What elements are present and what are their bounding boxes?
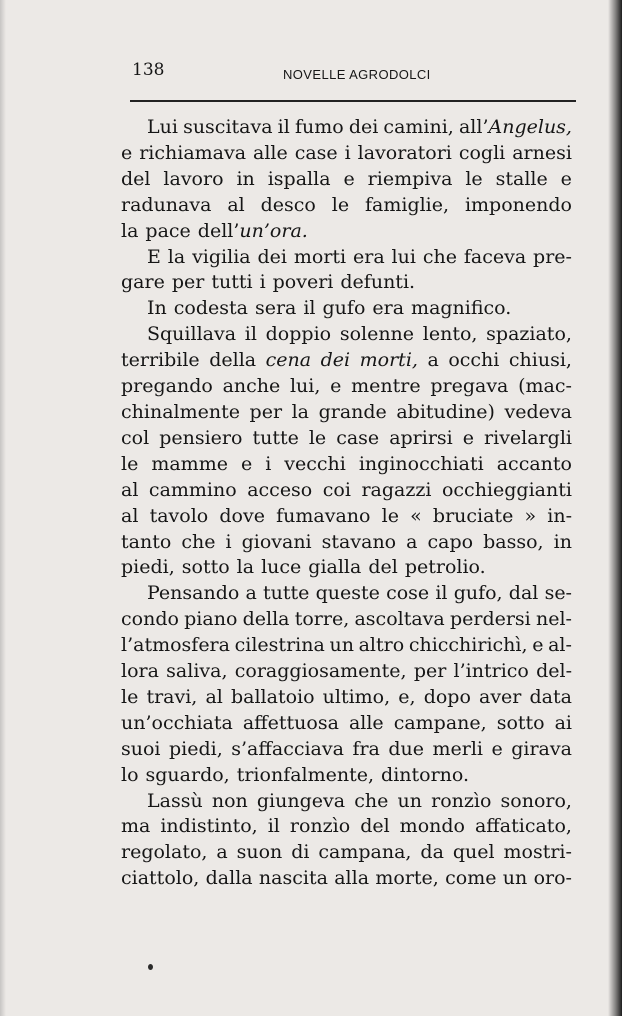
word: altro: [358, 634, 405, 657]
text-line: [121, 763, 572, 789]
word: fumo: [294, 116, 344, 138]
word: suscitava: [183, 116, 273, 138]
word: arnesi: [512, 141, 572, 164]
word: bruciate: [432, 504, 514, 527]
word: mondo: [399, 815, 465, 838]
word: e: [240, 452, 253, 475]
word: cammino: [148, 478, 237, 501]
word: le: [381, 504, 399, 527]
text-line: [121, 296, 572, 322]
word: mamme: [151, 452, 228, 475]
word: cilestrina: [234, 634, 325, 657]
word: morti: [293, 245, 347, 268]
word: occhi: [448, 349, 500, 372]
text-line: [121, 659, 572, 685]
word: case: [294, 141, 338, 164]
word: morte,: [375, 867, 439, 890]
word: mentre: [351, 375, 421, 398]
word: sera: [254, 297, 297, 320]
text-line: [121, 633, 572, 659]
word: quel: [452, 841, 495, 864]
word: al: [121, 478, 139, 501]
word: i: [265, 452, 272, 475]
word: e: [532, 634, 544, 657]
word: a: [406, 530, 418, 553]
word: ma: [121, 815, 151, 838]
word: cogli: [458, 141, 506, 164]
word: ronzìo: [289, 815, 351, 838]
word: alla: [334, 867, 370, 890]
word: fra: [352, 737, 380, 760]
word: pre-: [533, 245, 572, 268]
word: gialla: [308, 556, 362, 579]
word: il: [303, 297, 316, 320]
word: dal: [508, 582, 539, 605]
word: coraggiosamente,: [234, 660, 407, 683]
text-line: [121, 374, 572, 400]
word: all’Angelus,: [458, 116, 572, 138]
word: ispalla: [267, 167, 331, 190]
word: tutti: [211, 271, 253, 294]
word: tutte: [263, 582, 310, 605]
running-head: NOVELLE AGRODOLCI: [283, 67, 431, 82]
word: indistinto,: [160, 815, 258, 838]
word: spaziato,: [486, 323, 572, 346]
word: richiamava: [139, 141, 247, 164]
word: doppio: [265, 323, 332, 346]
word: la: [121, 219, 139, 242]
word: le: [121, 452, 139, 475]
word: nascita: [258, 867, 328, 890]
word: lui: [391, 245, 416, 268]
word: e: [462, 426, 475, 449]
word: radunava: [121, 193, 212, 216]
word: della: [242, 608, 290, 631]
text-line: [121, 607, 572, 633]
word: lento,: [422, 323, 478, 346]
word: famiglie,: [364, 193, 450, 216]
word: le: [465, 167, 483, 190]
text-line: [121, 866, 572, 892]
word: stavano: [321, 530, 397, 553]
word: ballatoio: [230, 685, 315, 708]
page-edge-shadow: [608, 0, 622, 1016]
word: dei: [348, 116, 379, 138]
word: le: [121, 685, 139, 708]
word: cena: [265, 349, 312, 372]
word: che: [181, 530, 216, 553]
word: Lui: [147, 116, 178, 138]
word: merli: [432, 737, 484, 760]
word: e,: [398, 685, 416, 708]
word: del: [360, 815, 390, 838]
word: alle: [348, 711, 384, 734]
word: ultimo,: [322, 685, 391, 708]
word: trionfalmente,: [236, 763, 375, 786]
word: queste: [315, 582, 380, 605]
word: tavolo: [149, 504, 209, 527]
word: lui,: [289, 375, 321, 398]
word: ai: [554, 711, 572, 734]
word: ascoltava: [354, 608, 445, 631]
word: suoi: [121, 737, 161, 760]
page-number: 138: [132, 60, 165, 80]
word: pace: [145, 219, 191, 242]
word: aprirsi: [389, 426, 453, 449]
word: per: [249, 400, 283, 423]
word: data: [529, 685, 572, 708]
word: camini,: [383, 116, 454, 138]
word: Lassù: [147, 789, 203, 812]
word: affaticato,: [474, 815, 572, 838]
word: in: [236, 167, 255, 190]
ink-speck: [148, 964, 153, 970]
word: (mac-: [518, 375, 572, 398]
word: dell’un’ora.: [197, 219, 308, 242]
word: lo: [121, 763, 139, 786]
word: terribile: [121, 349, 200, 372]
word: travi,: [146, 685, 198, 708]
word: piano: [184, 608, 238, 631]
word: i: [259, 271, 266, 294]
word: il: [277, 116, 290, 138]
word: coi: [322, 478, 351, 501]
word: e: [560, 167, 572, 190]
text-line: [121, 167, 572, 193]
word: era: [353, 245, 385, 268]
word: del: [121, 167, 151, 190]
word: case: [336, 426, 380, 449]
word: dalla: [205, 867, 253, 890]
word: ciattolo,: [121, 867, 200, 890]
word: in-: [547, 504, 572, 527]
word: vigilia: [192, 245, 251, 268]
word: luce: [261, 556, 302, 579]
word: e: [343, 167, 355, 190]
text-line: [121, 219, 572, 245]
word: lavoro: [163, 167, 224, 190]
word: era: [372, 297, 405, 320]
word: basso,: [483, 530, 544, 553]
word: un: [329, 634, 354, 657]
word: un: [502, 867, 528, 890]
word: e: [330, 375, 342, 398]
word: l’intrico: [453, 660, 529, 683]
word: campana,: [318, 841, 412, 864]
word: condo: [121, 608, 179, 631]
text-line: [121, 141, 572, 167]
text-line: [121, 426, 572, 452]
word: a: [245, 582, 257, 605]
text-line: [121, 322, 572, 348]
word: suon: [236, 841, 283, 864]
word: perdersi: [449, 608, 531, 631]
word: al: [227, 193, 245, 216]
word: grande: [318, 400, 387, 423]
word: l’atmosfera: [121, 634, 230, 657]
word: oro-: [533, 867, 572, 890]
word: al-: [548, 634, 572, 657]
word: In: [147, 297, 167, 320]
word: dei: [320, 349, 351, 372]
word: dopo: [423, 685, 471, 708]
text-line: [121, 348, 572, 374]
word: a: [427, 349, 439, 372]
word: alle: [253, 141, 288, 164]
word: affettuosa: [242, 711, 339, 734]
text-line: [121, 115, 572, 141]
word: »: [524, 504, 537, 527]
word: giungeva: [256, 789, 346, 812]
word: Squillava: [147, 323, 237, 346]
word: del: [368, 556, 398, 579]
word: tanto: [121, 530, 172, 553]
word: non: [211, 789, 248, 812]
word: se-: [544, 582, 572, 605]
word: girava: [511, 737, 572, 760]
word: il: [435, 582, 448, 605]
word: lavoratori: [357, 141, 452, 164]
word: il: [267, 815, 280, 838]
word: dintorno.: [381, 763, 470, 786]
body-text: [121, 115, 572, 892]
text-line: [121, 478, 572, 504]
word: del-: [536, 660, 572, 683]
word: stalle: [495, 167, 548, 190]
header-rule: [130, 100, 576, 102]
word: della: [209, 349, 257, 372]
word: «: [410, 504, 422, 527]
word: solenne: [339, 323, 415, 346]
word: magnifico.: [411, 297, 512, 320]
word: dei: [257, 245, 287, 268]
word: acceso: [247, 478, 313, 501]
word: torre,: [294, 608, 350, 631]
word: il: [244, 323, 257, 346]
word: poveri: [272, 271, 334, 294]
word: i: [344, 141, 351, 164]
text-line: [121, 245, 572, 271]
word: aver: [479, 685, 522, 708]
word: fumavano: [276, 504, 371, 527]
word: la: [236, 556, 255, 579]
word: codesta: [173, 297, 248, 320]
word: al: [121, 504, 139, 527]
word: inginocchiati: [358, 452, 484, 475]
word: al: [205, 685, 223, 708]
word: chiusi,: [508, 349, 572, 372]
word: la: [291, 400, 310, 423]
word: lora: [121, 660, 159, 683]
word: anche: [222, 375, 281, 398]
text-line: [121, 400, 572, 426]
word: sguardo,: [145, 763, 230, 786]
word: chinalmente: [121, 400, 240, 423]
word: sonoro,: [500, 789, 572, 812]
text-line: [121, 737, 572, 763]
word: pensiero: [159, 426, 243, 449]
word: sotto: [181, 556, 230, 579]
word: da: [420, 841, 444, 864]
word: in: [553, 530, 572, 553]
word: capo: [427, 530, 474, 553]
word: petrolio.: [404, 556, 486, 579]
word: occhieggianti: [441, 478, 572, 501]
word: di: [291, 841, 310, 864]
word: mostri-: [503, 841, 572, 864]
word: le: [331, 193, 350, 216]
text-line: [121, 452, 572, 478]
word: regolato,: [121, 841, 208, 864]
word: E: [147, 245, 161, 268]
word: chicchirichì,: [408, 634, 528, 657]
word: saliva,: [166, 660, 228, 683]
word: la: [167, 245, 186, 268]
word: e: [121, 141, 133, 164]
word: gare: [121, 271, 165, 294]
word: desco: [260, 193, 316, 216]
word: ronzìo: [431, 789, 492, 812]
word-part: un’ora.: [239, 219, 308, 242]
text-line: [121, 193, 572, 219]
word: dove: [219, 504, 265, 527]
word: defunti.: [340, 271, 416, 294]
word: piedi,: [121, 556, 175, 579]
word: gufo,: [453, 582, 503, 605]
text-line: [121, 555, 572, 581]
word: pregava: [430, 375, 509, 398]
word: a: [216, 841, 228, 864]
word-part: Angelus,: [488, 116, 572, 138]
text-line: [121, 530, 572, 556]
word: due: [388, 737, 425, 760]
word: un’occhiata: [121, 711, 233, 734]
word: come: [445, 867, 497, 890]
word: accanto: [496, 452, 572, 475]
word: s’affacciava: [231, 737, 344, 760]
word: sotto: [496, 711, 545, 734]
word: giovani: [241, 530, 312, 553]
word: pregando: [121, 375, 213, 398]
word: col: [121, 426, 150, 449]
word: vecchi: [284, 452, 346, 475]
word: cose: [386, 582, 430, 605]
text-line: [121, 504, 572, 530]
word: imponendo: [464, 193, 572, 216]
page-edge-shading: [0, 0, 6, 1016]
word: nel-: [535, 608, 572, 631]
text-line: [121, 270, 572, 296]
word: Pensando: [147, 582, 240, 605]
word: le: [308, 426, 327, 449]
word: i: [225, 530, 232, 553]
word: che: [354, 789, 389, 812]
word: faceva: [463, 245, 527, 268]
text-line: [121, 840, 572, 866]
word: per: [413, 660, 447, 683]
word: abitudine): [396, 400, 495, 423]
word: per: [171, 271, 205, 294]
word: riempiva: [367, 167, 453, 190]
word: vedeva: [504, 400, 572, 423]
word: un: [397, 789, 422, 812]
word: rivelargli: [484, 426, 572, 449]
word: e: [491, 737, 503, 760]
word: gufo: [322, 297, 366, 320]
text-line: [121, 814, 572, 840]
text-line: [121, 789, 572, 815]
word: che: [422, 245, 457, 268]
word: tutte: [252, 426, 299, 449]
word: ragazzi: [361, 478, 432, 501]
word: piedi,: [169, 737, 223, 760]
text-line: [121, 685, 572, 711]
word: morti,: [359, 349, 418, 372]
word: campane,: [393, 711, 487, 734]
text-line: [121, 581, 572, 607]
text-line: [121, 711, 572, 737]
